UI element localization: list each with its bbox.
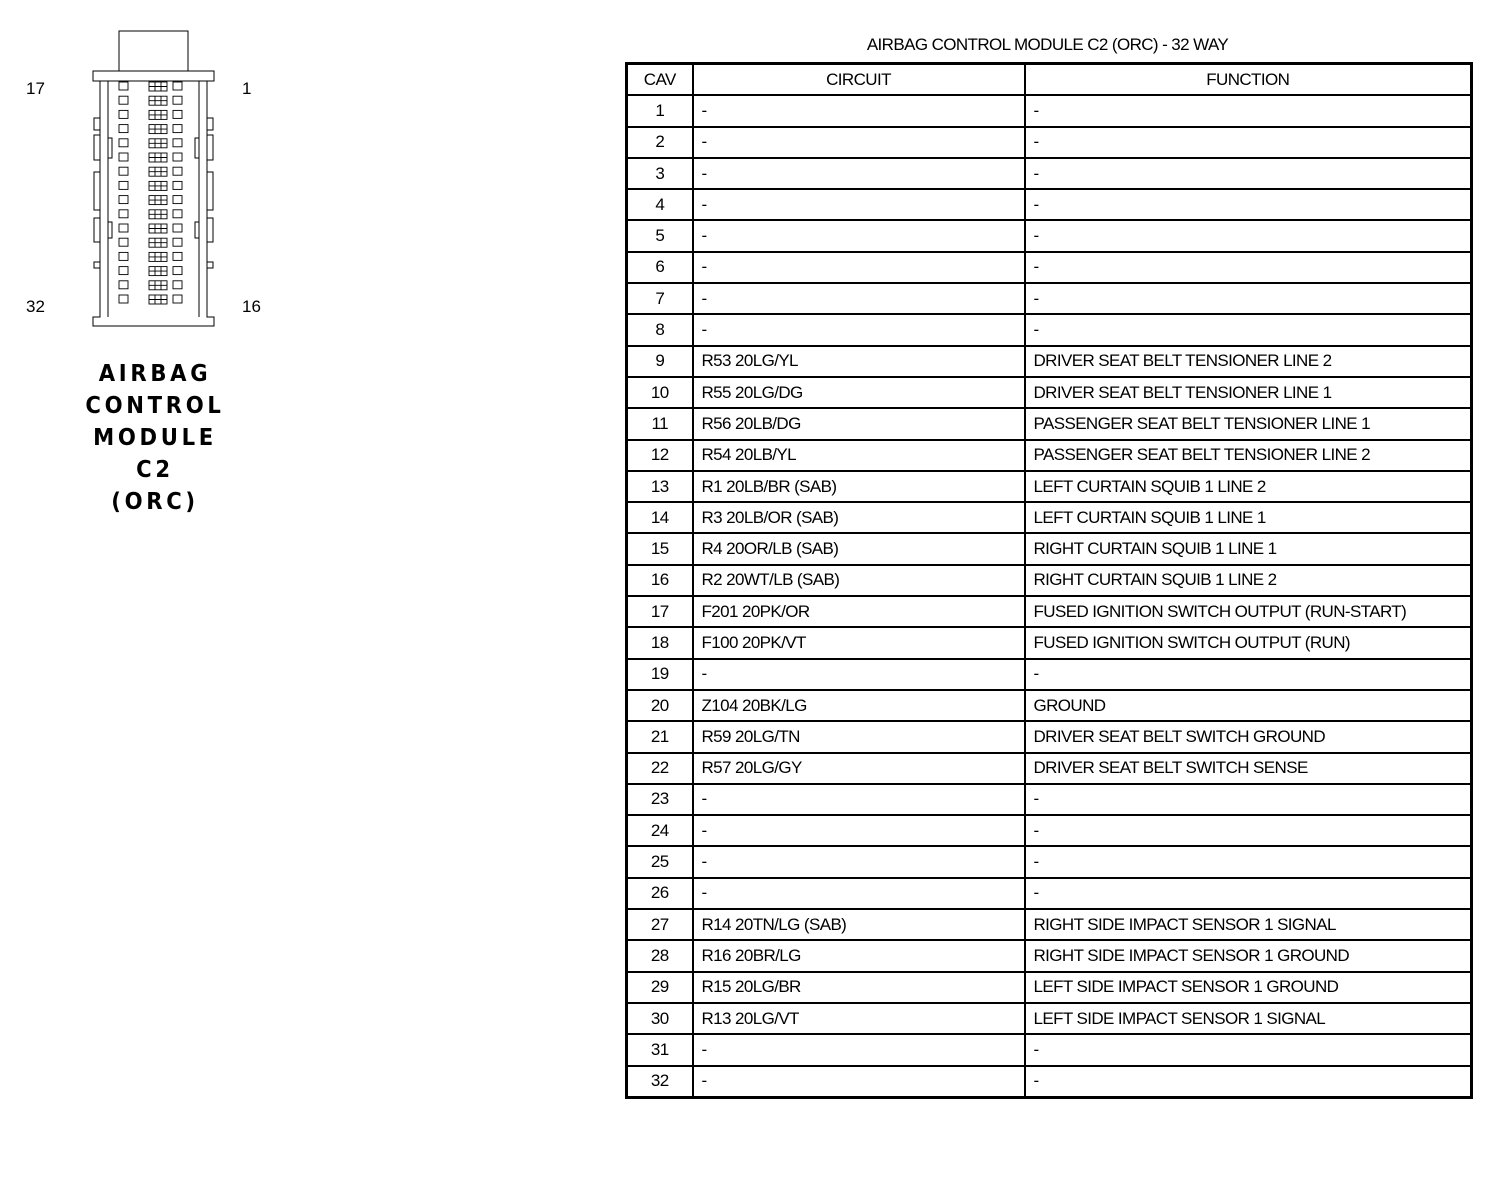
cav-cell: 25: [627, 846, 693, 877]
circuit-cell: R13 20LG/VT: [693, 1003, 1025, 1034]
function-cell: -: [1025, 95, 1472, 126]
module-name-line: (ORC): [111, 489, 199, 515]
table-row: [627, 596, 1472, 627]
center-cavity-lines: [149, 96, 167, 105]
cav-cell: 13: [627, 471, 693, 502]
circuit-cell: -: [693, 1066, 1025, 1098]
function-cell: -: [1025, 283, 1472, 314]
cavity: [119, 82, 128, 90]
pinout-body: [627, 95, 1472, 1097]
module-name-line: C2: [136, 457, 174, 483]
cav-cell: 22: [627, 753, 693, 784]
table-row: [627, 909, 1472, 940]
function-cell: -: [1025, 815, 1472, 846]
circuit-cell: Z104 20BK/LG: [693, 690, 1025, 721]
function-cell: LEFT CURTAIN SQUIB 1 LINE 2: [1025, 471, 1472, 502]
cav-cell: 3: [627, 158, 693, 189]
cav-cell: 2: [627, 127, 693, 158]
cavity: [119, 167, 128, 175]
table-row: [627, 502, 1472, 533]
circuit-cell: F201 20PK/OR: [693, 596, 1025, 627]
function-cell: RIGHT SIDE IMPACT SENSOR 1 SIGNAL: [1025, 909, 1472, 940]
circuit-cell: -: [693, 95, 1025, 126]
circuit-cell: -: [693, 252, 1025, 283]
cavity: [173, 238, 182, 246]
center-cavity-lines: [149, 267, 167, 276]
cavity: [173, 139, 182, 147]
circuit-cell: -: [693, 283, 1025, 314]
cavity: [119, 125, 128, 133]
center-cavity-lines: [149, 139, 167, 148]
function-cell: DRIVER SEAT BELT SWITCH GROUND: [1025, 721, 1472, 752]
circuit-cell: R54 20LB/YL: [693, 440, 1025, 471]
connector-body-outline: [93, 81, 214, 326]
circuit-cell: -: [693, 659, 1025, 690]
center-cavity-lines: [149, 153, 167, 162]
function-cell: LEFT SIDE IMPACT SENSOR 1 SIGNAL: [1025, 1003, 1472, 1034]
cav-cell: 12: [627, 440, 693, 471]
center-cavity-lines: [149, 82, 167, 91]
center-cavity-lines: [149, 181, 167, 190]
cavity: [119, 196, 128, 204]
circuit-cell: -: [693, 878, 1025, 909]
center-cavity-lines: [149, 110, 167, 119]
cav-cell: 10: [627, 377, 693, 408]
table-row: [627, 721, 1472, 752]
function-cell: -: [1025, 127, 1472, 158]
connector-top-flange: [93, 71, 214, 81]
cavity: [173, 267, 182, 275]
table-row: [627, 753, 1472, 784]
cav-cell: 31: [627, 1034, 693, 1065]
circuit-cell: -: [693, 127, 1025, 158]
table-header-row: [627, 64, 1472, 96]
table-row: [627, 408, 1472, 439]
cavity: [119, 238, 128, 246]
center-cavity-lines: [149, 167, 167, 176]
cav-cell: 5: [627, 220, 693, 251]
center-cavity-lines: [149, 238, 167, 247]
function-cell: FUSED IGNITION SWITCH OUTPUT (RUN): [1025, 627, 1472, 658]
table-row: [627, 314, 1472, 345]
header-function: FUNCTION: [1025, 64, 1472, 96]
circuit-cell: R57 20LG/GY: [693, 753, 1025, 784]
table-row: [627, 815, 1472, 846]
cavity: [119, 252, 128, 260]
cav-cell: 8: [627, 314, 693, 345]
center-cavity-lines: [149, 252, 167, 261]
circuit-cell: R55 20LG/DG: [693, 377, 1025, 408]
function-cell: GROUND: [1025, 690, 1472, 721]
cav-cell: 32: [627, 1066, 693, 1098]
cav-cell: 11: [627, 408, 693, 439]
center-cavity-lines: [149, 125, 167, 134]
circuit-cell: -: [693, 158, 1025, 189]
table-row: [627, 690, 1472, 721]
cav-cell: 28: [627, 940, 693, 971]
center-cavity-lines: [149, 210, 167, 219]
table-row: [627, 220, 1472, 251]
pinout-table: [625, 62, 1473, 1099]
table-title: AIRBAG CONTROL MODULE C2 (ORC) - 32 WAY: [866, 35, 1229, 54]
function-cell: DRIVER SEAT BELT TENSIONER LINE 1: [1025, 377, 1472, 408]
cavity: [119, 110, 128, 118]
center-cavity-lines: [149, 295, 167, 304]
cavity: [173, 210, 182, 218]
cav-cell: 4: [627, 189, 693, 220]
pin-label-17: 17: [26, 79, 45, 98]
header-cav: CAV: [627, 64, 693, 96]
cavity: [173, 281, 182, 289]
function-cell: PASSENGER SEAT BELT TENSIONER LINE 2: [1025, 440, 1472, 471]
cav-cell: 29: [627, 972, 693, 1003]
center-cavity-lines: [149, 224, 167, 233]
function-cell: -: [1025, 189, 1472, 220]
cavity: [173, 196, 182, 204]
cav-cell: 9: [627, 346, 693, 377]
table-row: [627, 972, 1472, 1003]
connector-right-keys: [199, 81, 213, 317]
function-cell: -: [1025, 158, 1472, 189]
circuit-cell: -: [693, 784, 1025, 815]
table-row: [627, 565, 1472, 596]
cavity: [119, 295, 128, 303]
cavity: [119, 96, 128, 104]
connector-left-keys: [94, 81, 108, 317]
function-cell: -: [1025, 252, 1472, 283]
function-cell: RIGHT CURTAIN SQUIB 1 LINE 2: [1025, 565, 1472, 596]
cavity: [119, 224, 128, 232]
cav-cell: 30: [627, 1003, 693, 1034]
circuit-cell: R56 20LB/DG: [693, 408, 1025, 439]
table-row: [627, 1066, 1472, 1098]
connector-latch: [119, 31, 188, 71]
table-row: [627, 95, 1472, 126]
table-row: [627, 627, 1472, 658]
function-cell: -: [1025, 784, 1472, 815]
circuit-cell: -: [693, 220, 1025, 251]
function-cell: -: [1025, 1066, 1472, 1098]
cav-cell: 1: [627, 95, 693, 126]
circuit-cell: R59 20LG/TN: [693, 721, 1025, 752]
table-row: [627, 252, 1472, 283]
pin-label-16: 16: [242, 297, 261, 316]
function-cell: -: [1025, 220, 1472, 251]
cav-cell: 23: [627, 784, 693, 815]
cavity: [119, 181, 128, 189]
function-cell: RIGHT CURTAIN SQUIB 1 LINE 1: [1025, 533, 1472, 564]
cav-cell: 16: [627, 565, 693, 596]
cav-cell: 18: [627, 627, 693, 658]
cavity: [173, 110, 182, 118]
function-cell: -: [1025, 846, 1472, 877]
function-cell: DRIVER SEAT BELT SWITCH SENSE: [1025, 753, 1472, 784]
circuit-cell: R53 20LG/YL: [693, 346, 1025, 377]
function-cell: -: [1025, 659, 1472, 690]
cav-cell: 24: [627, 815, 693, 846]
table-row: [627, 1034, 1472, 1065]
cav-cell: 27: [627, 909, 693, 940]
cavity: [119, 267, 128, 275]
function-cell: RIGHT SIDE IMPACT SENSOR 1 GROUND: [1025, 940, 1472, 971]
circuit-cell: R1 20LB/BR (SAB): [693, 471, 1025, 502]
table-row: [627, 1003, 1472, 1034]
header-circuit: CIRCUIT: [693, 64, 1025, 96]
table-row: [627, 127, 1472, 158]
circuit-cell: R4 20OR/LB (SAB): [693, 533, 1025, 564]
cavity: [173, 96, 182, 104]
function-cell: LEFT CURTAIN SQUIB 1 LINE 1: [1025, 502, 1472, 533]
connector-diagram: [0, 0, 300, 340]
function-cell: PASSENGER SEAT BELT TENSIONER LINE 1: [1025, 408, 1472, 439]
function-cell: -: [1025, 1034, 1472, 1065]
table-row: [627, 784, 1472, 815]
function-cell: -: [1025, 314, 1472, 345]
circuit-cell: R14 20TN/LG (SAB): [693, 909, 1025, 940]
function-cell: LEFT SIDE IMPACT SENSOR 1 GROUND: [1025, 972, 1472, 1003]
cavity: [173, 125, 182, 133]
cavity: [173, 252, 182, 260]
circuit-cell: R2 20WT/LB (SAB): [693, 565, 1025, 596]
function-cell: DRIVER SEAT BELT TENSIONER LINE 2: [1025, 346, 1472, 377]
circuit-cell: -: [693, 314, 1025, 345]
circuit-cell: -: [693, 815, 1025, 846]
pin-label-1: 1: [242, 79, 252, 98]
module-name: [68, 358, 243, 518]
table-row: [627, 471, 1472, 502]
cavity: [173, 181, 182, 189]
cav-cell: 17: [627, 596, 693, 627]
circuit-cell: -: [693, 189, 1025, 220]
cavity: [173, 167, 182, 175]
function-cell: -: [1025, 878, 1472, 909]
circuit-cell: -: [693, 846, 1025, 877]
module-name-line: MODULE: [93, 425, 217, 451]
table-row: [627, 158, 1472, 189]
module-name-line: AIRBAG: [98, 361, 212, 387]
table-row: [627, 189, 1472, 220]
circuit-cell: F100 20PK/VT: [693, 627, 1025, 658]
cavity: [173, 224, 182, 232]
cavity: [119, 139, 128, 147]
table-row: [627, 346, 1472, 377]
table-row: [627, 283, 1472, 314]
function-cell: FUSED IGNITION SWITCH OUTPUT (RUN-START): [1025, 596, 1472, 627]
cav-cell: 26: [627, 878, 693, 909]
cav-cell: 6: [627, 252, 693, 283]
circuit-cell: R3 20LB/OR (SAB): [693, 502, 1025, 533]
cav-cell: 19: [627, 659, 693, 690]
table-row: [627, 440, 1472, 471]
table-row: [627, 878, 1472, 909]
cav-cell: 7: [627, 283, 693, 314]
cavity: [119, 210, 128, 218]
cav-cell: 21: [627, 721, 693, 752]
circuit-cell: R16 20BR/LG: [693, 940, 1025, 971]
cavity: [119, 153, 128, 161]
pin-label-32: 32: [26, 297, 45, 316]
cavity: [173, 82, 182, 90]
table-row: [627, 659, 1472, 690]
center-cavity-lines: [149, 196, 167, 205]
cavity: [173, 153, 182, 161]
center-cavity-lines: [149, 281, 167, 290]
circuit-cell: -: [693, 1034, 1025, 1065]
table-row: [627, 533, 1472, 564]
cav-cell: 14: [627, 502, 693, 533]
cav-cell: 15: [627, 533, 693, 564]
table-row: [627, 846, 1472, 877]
module-name-line: CONTROL: [85, 393, 225, 419]
cavity: [119, 281, 128, 289]
table-row: [627, 377, 1472, 408]
table-row: [627, 940, 1472, 971]
cav-cell: 20: [627, 690, 693, 721]
cavity: [173, 295, 182, 303]
cavity-grid: [119, 82, 182, 304]
circuit-cell: R15 20LG/BR: [693, 972, 1025, 1003]
